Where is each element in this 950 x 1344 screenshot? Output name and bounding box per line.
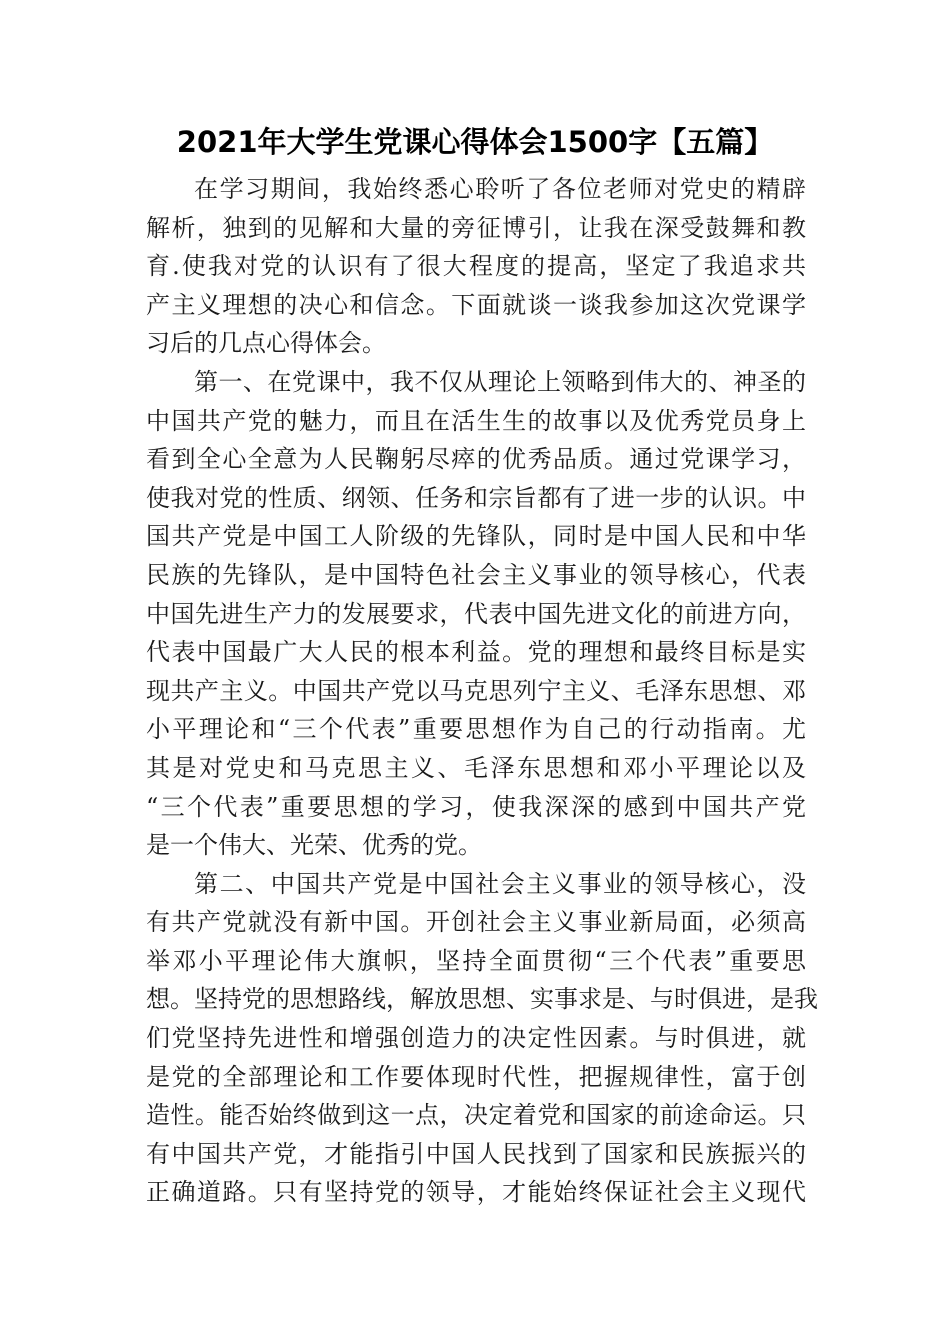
text-line: 中国先进生产力的发展要求，代表中国先进文化的前进方向， bbox=[146, 599, 806, 628]
text-line: 第一、在党课中，我不仅从理论上领略到伟大的、神圣的 bbox=[194, 367, 806, 396]
text-line: 民族的先锋队，是中国特色社会主义事业的领导核心，代表 bbox=[146, 560, 806, 589]
paragraph-3 bbox=[146, 865, 818, 1212]
paragraph-2 bbox=[146, 363, 806, 865]
text-line: 正确道路。只有坚持党的领导，才能始终保证社会主义现代 bbox=[146, 1178, 806, 1207]
text-line: 们党坚持先进性和增强创造力的决定性因素。与时俱进，就 bbox=[146, 1024, 806, 1053]
text-line: 习后的几点心得体会。 bbox=[146, 329, 386, 358]
text-line: 是一个伟大、光荣、优秀的党。 bbox=[146, 831, 482, 860]
text-line: 小平理论和“三个代表”重要思想作为自己的行动指南。尤 bbox=[146, 715, 806, 744]
text-line: “三个代表”重要思想的学习，使我深深的感到中国共产党 bbox=[146, 792, 806, 821]
text-line: 有中国共产党，才能指引中国人民找到了国家和民族振兴的 bbox=[146, 1139, 806, 1168]
text-line: 想。坚持党的思想路线，解放思想、实事求是、与时俱进，是我 bbox=[146, 985, 818, 1014]
document-body bbox=[146, 170, 818, 1212]
text-line: 中国共产党的魅力，而且在活生生的故事以及优秀党员身上 bbox=[146, 406, 806, 435]
text-line: 第二、中国共产党是中国社会主义事业的领导核心，没 bbox=[194, 869, 806, 898]
paragraph-1 bbox=[146, 170, 806, 363]
text-line: 使我对党的性质、纲领、任务和宗旨都有了进一步的认识。中 bbox=[146, 483, 806, 512]
text-line: 是党的全部理论和工作要体现时代性，把握规律性，富于创 bbox=[146, 1062, 806, 1091]
text-line: 看到全心全意为人民鞠躬尽瘁的优秀品质。通过党课学习， bbox=[146, 445, 806, 474]
text-line: 产主义理想的决心和信念。下面就谈一谈我参加这次党课学 bbox=[146, 290, 806, 319]
document-title: 2021年大学生党课心得体会1500字【五篇】 bbox=[176, 125, 774, 159]
text-line: 现共产主义。中国共产党以马克思列宁主义、毛泽东思想、邓 bbox=[146, 676, 806, 705]
text-line: 在学习期间，我始终悉心聆听了各位老师对党史的精辟 bbox=[194, 175, 806, 203]
text-line: 育.使我对党的认识有了很大程度的提高，坚定了我追求共 bbox=[146, 252, 806, 281]
text-line: 举邓小平理论伟大旗帜，坚持全面贯彻“三个代表”重要思 bbox=[146, 946, 806, 975]
text-line: 造性。能否始终做到这一点，决定着党和国家的前途命运。只 bbox=[146, 1101, 806, 1130]
text-line: 其是对党史和马克思主义、毛泽东思想和邓小平理论以及 bbox=[146, 753, 806, 782]
text-line: 国共产党是中国工人阶级的先锋队，同时是中国人民和中华 bbox=[146, 522, 806, 551]
text-line: 有共产党就没有新中国。开创社会主义事业新局面，必须高 bbox=[146, 908, 806, 937]
text-line: 解析，独到的见解和大量的旁征博引，让我在深受鼓舞和教 bbox=[146, 213, 806, 242]
text-line: 代表中国最广大人民的根本利益。党的理想和最终目标是实 bbox=[146, 638, 806, 667]
